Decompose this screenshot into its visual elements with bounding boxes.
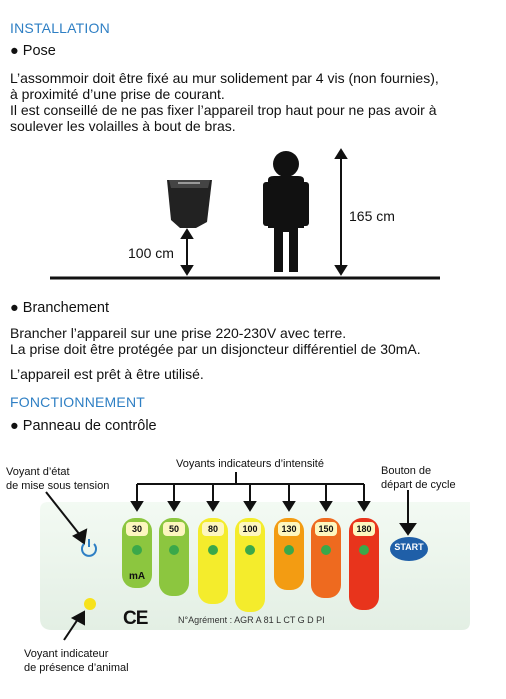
branchement-line: La prise doit être protégée par un disjoncteur différentiel de 30mA. — [10, 341, 421, 357]
branchement-heading: ● Branchement — [10, 300, 110, 316]
animal-label — [24, 647, 129, 675]
branchement-line: Brancher l’appareil sur une prise 220-230V avec terre. — [10, 325, 347, 341]
device-height-arrow — [182, 230, 192, 274]
power-label — [6, 465, 109, 493]
unit-label: mA — [129, 571, 146, 582]
pose-heading: ● Pose — [10, 43, 56, 59]
ready-text: L’appareil est prêt à être utilisé. — [10, 366, 204, 382]
pose-paragraph — [10, 70, 500, 134]
pose-line: à proximité d’une prise de courant. — [10, 86, 225, 102]
pose-line: Il est conseillé de ne pas fixer l’appareil trop haut pour ne pas avoir à — [10, 102, 437, 118]
person-height-arrow — [336, 150, 346, 274]
level-label: 150 — [315, 522, 337, 536]
start-button: START — [394, 542, 424, 552]
installation-title: INSTALLATION — [10, 20, 110, 36]
person-height-label: 165 cm — [349, 208, 395, 224]
branchement-paragraph — [10, 325, 500, 357]
animal-label-line: de présence d’animal — [24, 662, 129, 674]
power-label-line: Voyant d’état — [6, 466, 70, 478]
agrement-text: N°Agrément : AGR A 81 L CT G D PI — [178, 615, 325, 625]
panel-heading: ● Panneau de contrôle — [10, 418, 157, 434]
animal-label-line: Voyant indicateur — [24, 648, 109, 660]
level-label: 100 — [239, 522, 261, 536]
level-label: 30 — [126, 522, 148, 536]
fonctionnement-title: FONCTIONNEMENT — [10, 394, 146, 410]
level-label: 130 — [278, 522, 300, 536]
device-height-label: 100 cm — [128, 245, 174, 261]
person-icon — [263, 151, 309, 272]
level-label: 50 — [163, 522, 185, 536]
pose-line: L’assommoir doit être fixé au mur solidement par 4 vis (non fournies), — [10, 70, 439, 86]
start-label-line: départ de cycle — [381, 479, 456, 491]
start-label — [381, 464, 456, 492]
power-label-line: de mise sous tension — [6, 480, 110, 492]
start-label-line: Bouton de — [381, 465, 432, 477]
ce-mark: CE — [123, 608, 148, 629]
installation-illustration — [0, 140, 506, 290]
animal-led — [84, 598, 96, 610]
intensity-label: Voyants indicateurs d’intensité — [176, 458, 324, 470]
pose-line: soulever les volailles à bout de bras. — [10, 118, 236, 134]
device-icon — [167, 180, 212, 228]
level-label: 180 — [353, 522, 375, 536]
level-label: 80 — [202, 522, 224, 536]
